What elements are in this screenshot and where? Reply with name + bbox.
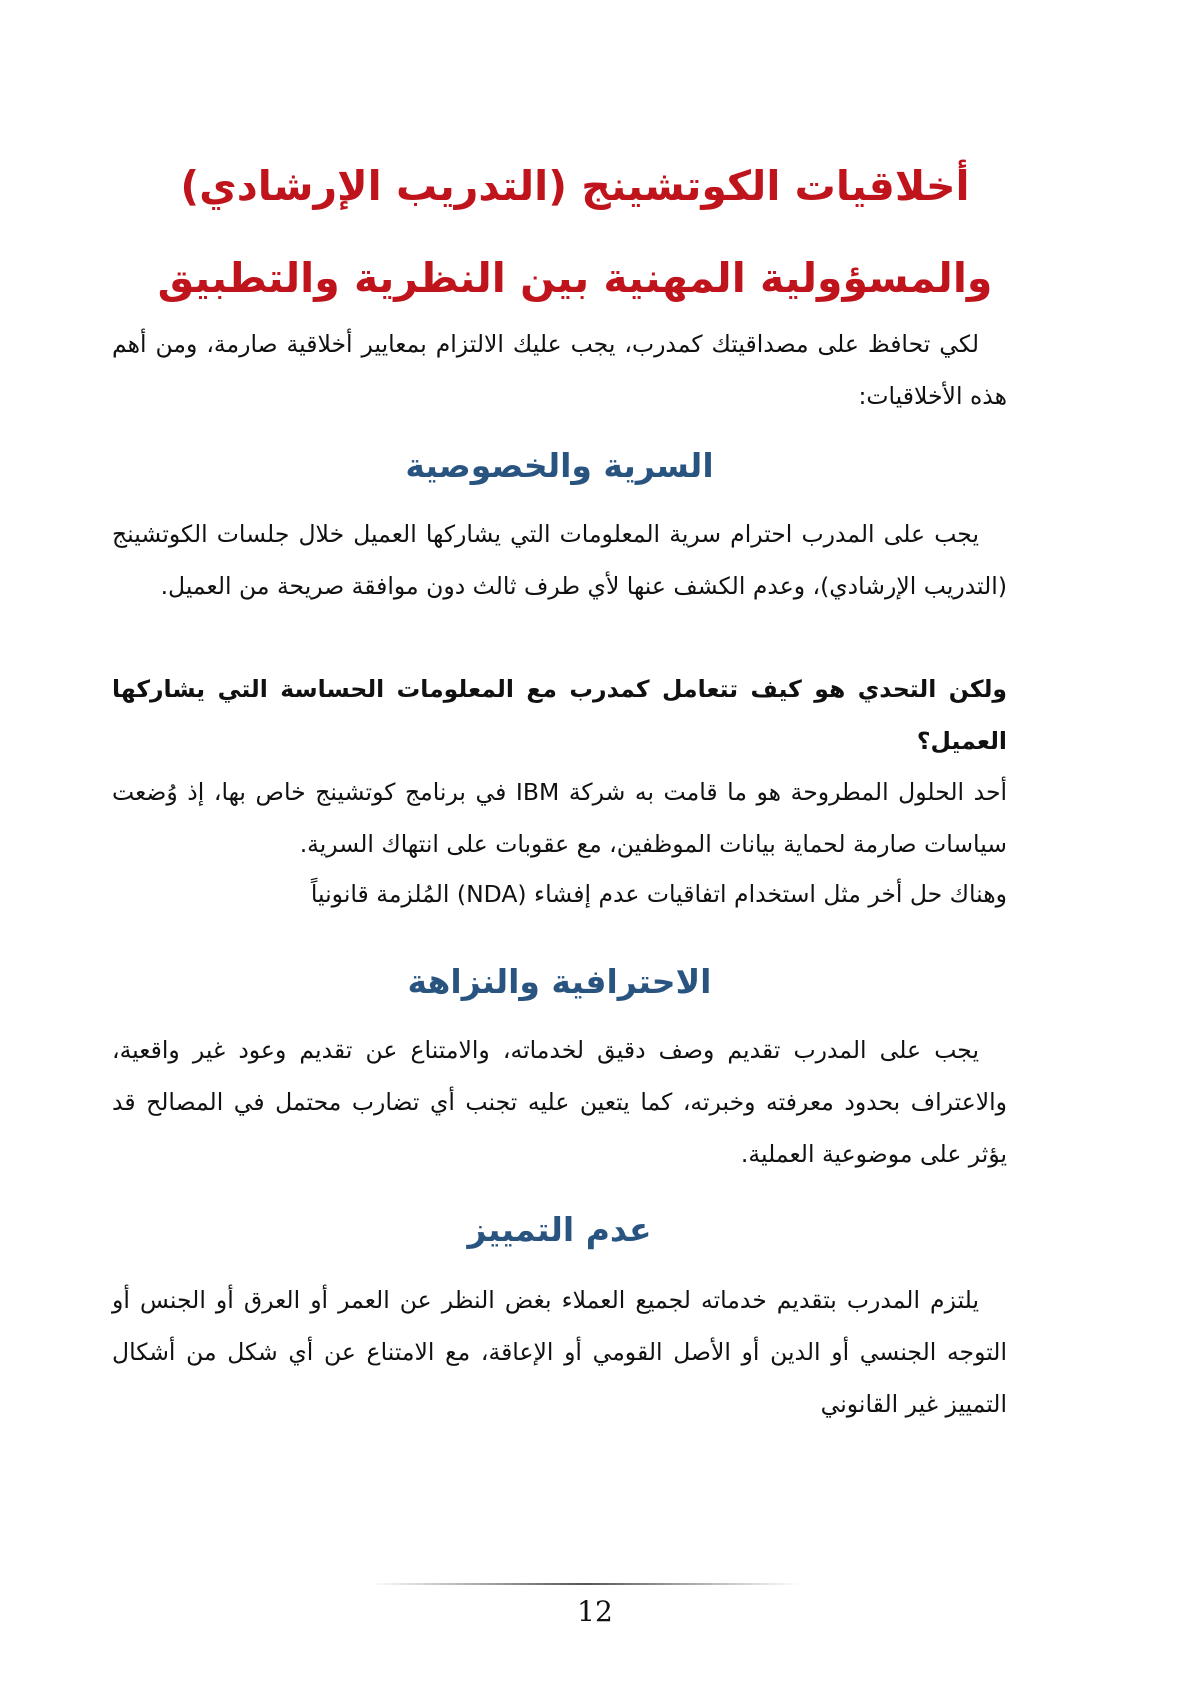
footer-divider	[370, 1583, 800, 1585]
confidentiality-question: ولكن التحدي هو كيف تتعامل كمدرب مع المعلومات الحساسة التي يشاركها العميل؟	[112, 675, 1007, 755]
section-heading-professionalism: الاحترافية والنزاهة	[407, 962, 712, 1001]
professionalism-paragraph: يجب على المدرب تقديم وصف دقيق لخدماته، والامتناع عن تقديم وعود غير واقعية، والاعتراف بحدود معرفته وخبرته، كما يتعين عليه تجنب أي تضارب محتمل في المصالح قد يؤثر على موضوعية العملية.	[112, 1036, 1007, 1168]
non-discrimination-paragraph: يلتزم المدرب بتقديم خدماته لجميع العملاء بغض النظر عن العمر أو العرق أو الجنس أو التوجه الجنسي أو الدين أو الأصل القومي أو الإعاقة، مع الامتناع عن أي شكل من أشكال التمييز غير القانوني	[112, 1286, 1007, 1418]
confidentiality-solution: أحد الحلول المطروحة هو ما قامت به شركة IBM في برنامج كوتشينج خاص بها، إذ وُضعت سياسات صارمة لحماية بيانات الموظفين، مع عقوبات على انتهاك السرية.	[112, 778, 1008, 858]
section-heading-non-discrimination: عدم التمييز	[467, 1210, 652, 1249]
title-line-2: والمسؤولية المهنية بين النظرية والتطبيق	[157, 254, 993, 302]
section-heading-confidentiality: السرية والخصوصية	[405, 446, 714, 485]
title-line-1: أخلاقيات الكوتشينج (التدريب الإرشادي)	[180, 162, 970, 210]
intro-paragraph: لكي تحافظ على مصداقيتك كمدرب، يجب عليك الالتزام بمعايير أخلاقية صارمة، ومن أهم هذه الأخلاقيات:	[112, 330, 1007, 410]
page-number: 12	[577, 1595, 613, 1628]
page-title	[150, 140, 1000, 324]
confidentiality-paragraph: يجب على المدرب احترام سرية المعلومات التي يشاركها العميل خلال جلسات الكوتشينج (التدريب الإرشادي)، وعدم الكشف عنها لأي طرف ثالث دون موافقة صريحة من العميل.	[112, 520, 1007, 600]
confidentiality-alternative: وهناك حل أخر مثل استخدام اتفاقيات عدم إفشاء (NDA) المُلزمة قانونياً	[310, 880, 1007, 908]
